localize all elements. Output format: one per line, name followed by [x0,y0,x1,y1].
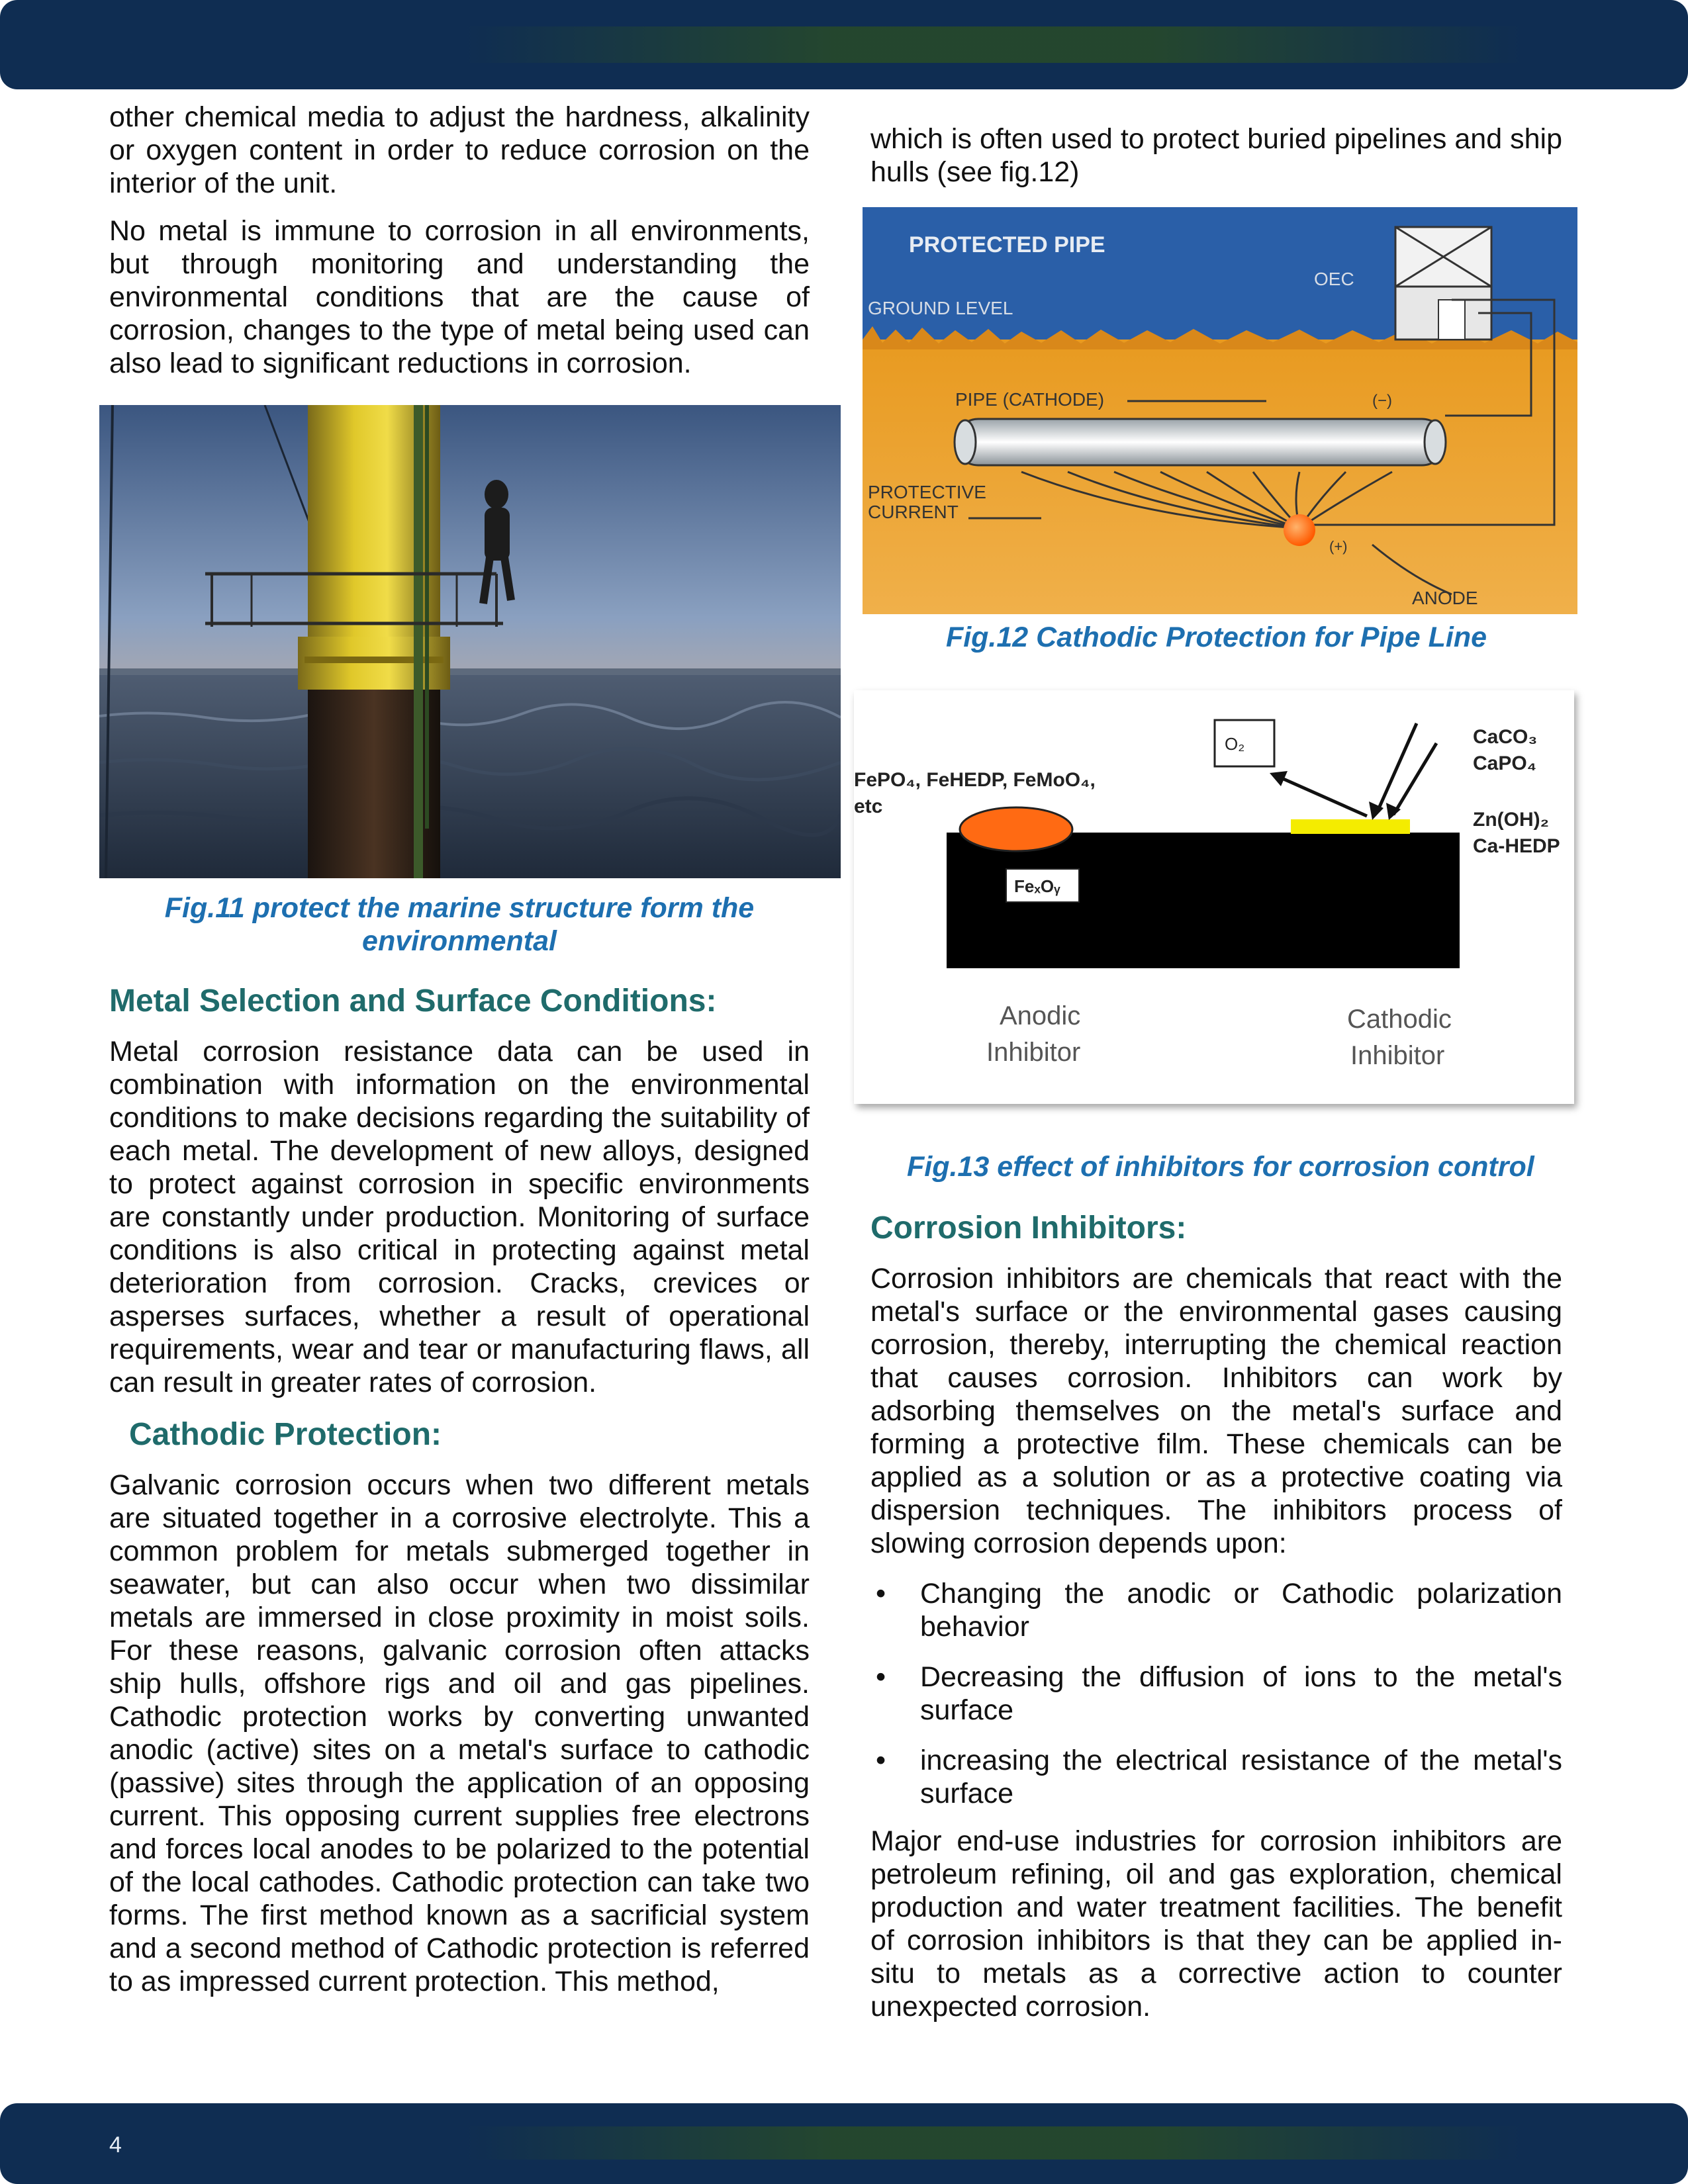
fig12-label-pipe-cathode: PIPE (CATHODE) [955,389,1105,410]
paragraph-continued-right: which is often used to protect buried pipelines and ship hulls (see fig.12) [870,123,1562,188]
inhibitor-factors-list [870,1577,1562,1810]
paragraph-metal-selection: Metal corrosion resistance data can be used in combination with information on the environmental conditions to make decisions regarding the suitability of each metal. The development of new alloys, designed to protect against corrosion in specific environments are constantly under production. Monitoring of surface conditions is also critical in protecting against metal deterioration from corrosion. Cracks, crevices or asperses surfaces, whether a result of operational requirements, wear and tear or manufacturing flaws, all can result in greater rates of corrosion. [109,1036,810,1398]
fig12-diagram [863,207,1577,614]
fig13-label-cathodic-2: Inhibitor [1350,1041,1445,1070]
paragraph-cathodic-protection: Galvanic corrosion occurs when two different metals are situated together in a corrosive electrolyte. This a common problem for metals submerged together in seawater, but can also occur when two dissimilar metals are immersed in close proximity in moist soils. For these reasons, galvanic corrosion often attacks ship hulls, offshore rigs and oil and gas pipelines. Cathodic protection works by converting unwanted anodic (active) sites on a metal's surface to cathodic (passive) sites through the application of an opposing current. This opposing current supplies free electrons and forces local anodes to be polarized to the potential of the local cathodes. Cathodic protection can take two forms. The first method known as a sacrificial system and a second method of Cathodic protection is referred to as impressed current protection. This method, [109,1469,810,1997]
list-item [870,1661,1562,1727]
heading-corrosion-inhibitors: Corrosion Inhibitors: [870,1210,1187,1246]
paragraph-continued: other chemical media to adjust the hardness, alkalinity or oxygen content in order to reduce corrosion on the interior of the unit. [109,101,810,199]
fig13-label-anodic-1: Anodic [1000,1001,1081,1030]
heading-cathodic-protection: Cathodic Protection: [129,1417,442,1452]
fig12-label-anode: ANODE [1412,588,1478,608]
inhibitors-diagram [854,690,1574,1104]
header-bar-highlight [463,26,1523,63]
fig12-caption: Fig.12 Cathodic Protection for Pipe Line [945,621,1487,653]
page-number: 4 [109,2132,122,2158]
fig13-label-cahedp: Ca-HEDP [1473,835,1560,857]
fig11-photo [99,405,841,878]
fig13-label-left-compounds-2: etc [854,796,883,817]
list-item [870,1744,1562,1810]
fig13-label-capo4: CaPO₄ [1473,752,1536,774]
bullet-icon: • [876,1745,886,1776]
bullet-icon: • [876,1661,886,1693]
fig13-label-left-compounds-1: FePO₄, FeHEDP, FeMoO₄, [854,769,1096,791]
fig12-label-oec: OEC [1314,269,1354,289]
fig12-label-current: CURRENT [868,502,959,522]
list-item-text: Decreasing the diffusion of ions to the metal's surface [920,1661,1562,1726]
marine-structure-photo [99,405,841,878]
cathodic-protection-pipe-diagram [863,207,1577,614]
fig12-label-protected-pipe: PROTECTED PIPE [909,232,1105,257]
list-item-text: increasing the electrical resistance of the metal's surface [920,1745,1562,1809]
paragraph-end-use-industries: Major end-use industries for corrosion inhibitors are petroleum refining, oil and gas exploration, chemical production and water treatment facilities. The benefit of corrosion inhibitors is that they can be applied in-situ to metals as a corrective action to counter unexpected corrosion. [870,1825,1562,2023]
header-bar [0,0,1688,89]
fig13-label-fexoy: FeₓOᵧ [1014,876,1060,896]
paragraph-corrosion-inhibitors: Corrosion inhibitors are chemicals that react with the metal's surface or the environmental gases causing corrosion, thereby, interrupting the chemical reaction that causes corrosion. Inhibitors can work by adsorbing themselves on the metal's surface and forming a protective film. These chemicals can be applied as a solution or as a protective coating via dispersion techniques. The inhibitors process of slowing corrosion depends upon: [870,1263,1562,1559]
fig12-label-protective: PROTECTIVE [868,482,986,502]
list-item-text: Changing the anodic or Cathodic polarization behavior [920,1578,1562,1643]
fig13-label-anodic-2: Inhibitor [986,1038,1081,1067]
fig13-caption: Fig.13 effect of inhibitors for corrosion control [907,1151,1534,1183]
fig12-label-ground-level: GROUND LEVEL [868,298,1013,318]
fig13-label-znoh2: Zn(OH)₂ [1473,809,1549,831]
fig12-label-plus: (+) [1329,538,1348,555]
fig13-diagram [854,690,1574,1104]
list-item [870,1577,1562,1643]
heading-metal-selection: Metal Selection and Surface Conditions: [109,983,717,1019]
fig11-caption: Fig.11 protect the marine structure form the environmental [164,892,755,957]
paragraph-no-metal-immune: No metal is immune to corrosion in all environments, but through monitoring and understanding the environmental conditions that are the cause of corrosion, changes to the type of metal being used can also lead to significant reductions in corrosion. [109,215,810,379]
fig13-label-caco3: CaCO₃ [1473,726,1538,748]
bullet-icon: • [876,1578,886,1610]
footer-bar [0,2103,1688,2184]
right-column [854,122,1562,2023]
fig13-label-o2: O₂ [1225,734,1245,754]
fig12-label-minus: (−) [1372,392,1392,410]
left-column [109,101,810,1998]
footer-bar-highlight [463,2126,1523,2160]
fig13-label-cathodic-1: Cathodic [1347,1005,1452,1034]
